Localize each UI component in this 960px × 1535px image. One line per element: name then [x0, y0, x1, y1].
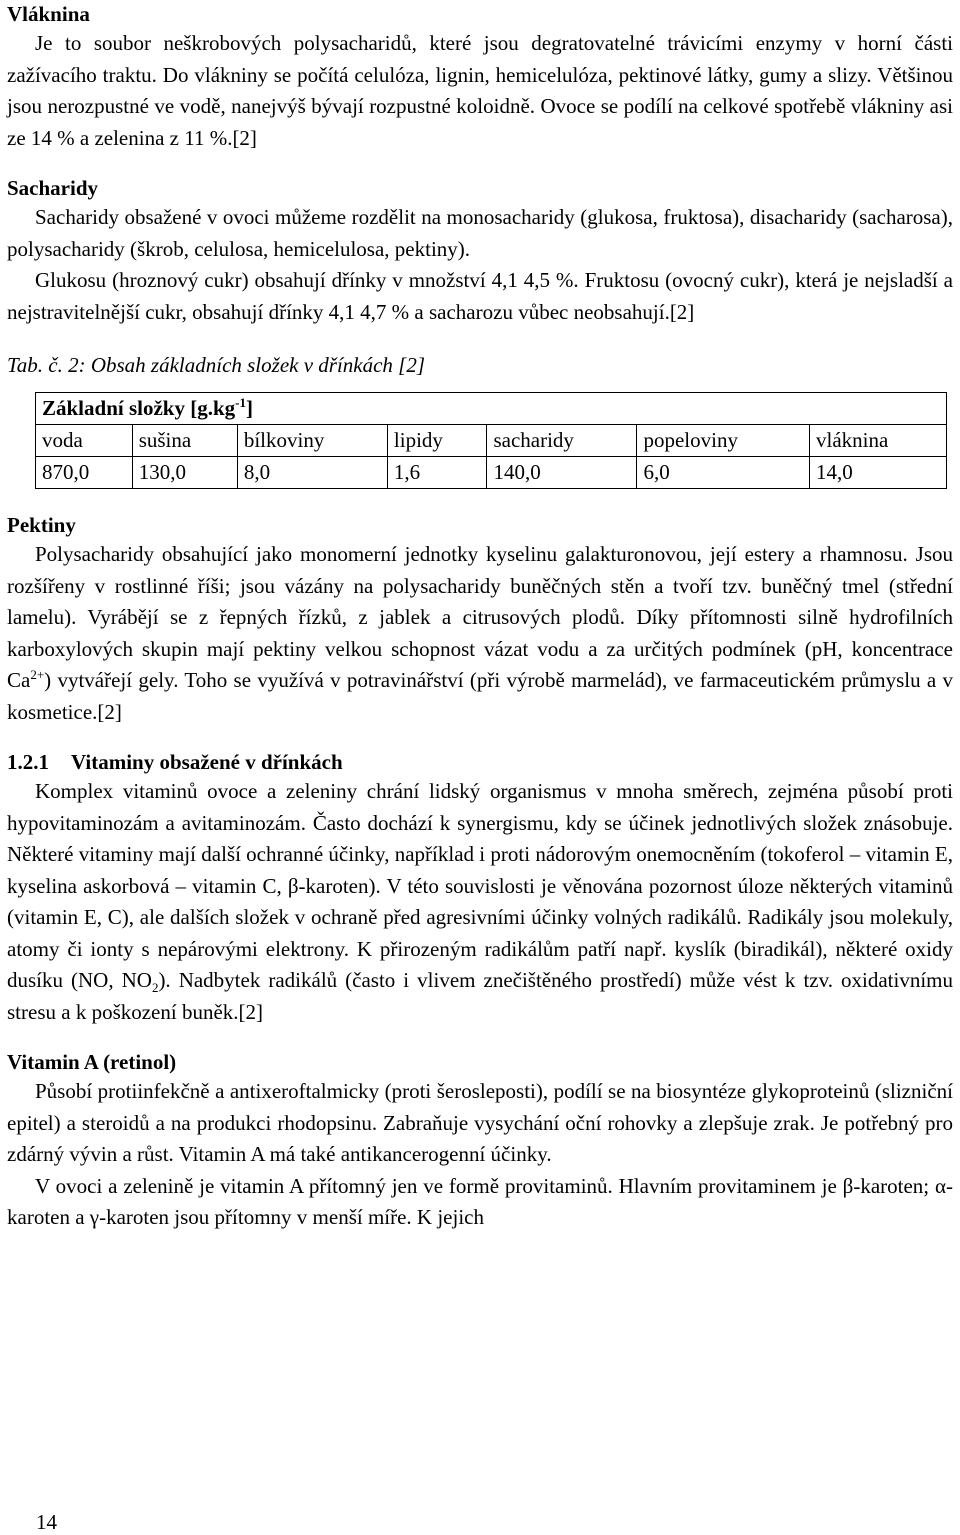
paragraph-pektiny — [7, 539, 953, 728]
table-header-close: ] — [246, 396, 253, 420]
table-column-header: sacharidy — [487, 425, 637, 457]
table-value-cell: 130,0 — [132, 457, 237, 489]
vitaminy-sub: 2 — [151, 980, 159, 996]
vitaminy-text-a: Komplex vitaminů ovoce a zeleniny chrání lidský organismus v mnoha směrech, zejména působí proti hypovitaminozám a avitaminozám. Často dochází k synergismu, kdy se účinek jednotlivých složek znásobuje. Některé vitaminy mají další ochranné účinky, například i proti nádorovým onemocněním (tokoferol – vitamin E, kyselina askorbová – vitamin C, β-karoten). V této souvislosti je věnována pozornost úloze některých vitaminů (vitamin E, C), ale dalších složek v ochraně před agresivními účinky volných radikálů. Radikály jsou molekuly, atomy či ionty s nepárovými elektrony. K přirozeným radikálům patří např. kyslík (biradikál), některé oxidy dusíku (NO, NO — [7, 779, 953, 992]
section-heading-vitamin-a: Vitamin A (retinol) — [7, 1050, 177, 1074]
paragraph-sacharidy-2: Glukosu (hroznový cukr) obsahují dřínky v množství 4,1 4,5 %. Fruktosu (ovocný cukr), která je nejsladší a nejstravitelnější cukr, obsahují dřínky 4,1 4,7 % a sacharozu vůbec neobsahují.[2] — [7, 268, 953, 324]
table-column-header: lipidy — [387, 425, 487, 457]
page-number: 14 — [36, 1510, 57, 1534]
pektiny-text-b: ) vytvářejí gely. Toho se využívá v potravinářství (při výrobě marmelád), ve farmaceutickém průmyslu a v kosmetice.[2] — [7, 668, 953, 724]
section-heading-sacharidy: Sacharidy — [7, 176, 99, 200]
table-header-cell — [36, 393, 947, 425]
table-value-row — [36, 457, 947, 489]
paragraph-vitamin-a-2: V ovoci a zelenině je vitamin A přítomný jen ve formě provitaminů. Hlavním provitaminem je β-karoten; α-karoten a γ-karoten jsou přítomny v menší míře. K jejich — [7, 1173, 953, 1229]
table-caption: Tab. č. 2: Obsah základních složek v dřínkách [2] — [7, 353, 426, 377]
table-value-cell: 1,6 — [387, 457, 487, 489]
table-column-header: popeloviny — [637, 425, 810, 457]
section-title: Vitaminy obsažené v dřínkách — [71, 750, 343, 774]
table-column-row — [36, 425, 947, 457]
pektiny-sup: 2+ — [30, 667, 45, 682]
paragraph-sacharidy-1: Sacharidy obsažené v ovoci můžeme rozdělit na monosacharidy (glukosa, fruktosa), disacharidy (sacharosa), polysacharidy (škrob, celulosa, hemicelulosa, pektiny). — [7, 205, 953, 261]
section-heading-vlaknina: Vláknina — [7, 2, 90, 26]
paragraph-vitaminy — [7, 776, 953, 1028]
table-column-header: vláknina — [810, 425, 947, 457]
table-value-cell: 140,0 — [487, 457, 637, 489]
table-header-title: Základní složky [g.kg — [42, 396, 236, 420]
paragraph-vlaknina: Je to soubor neškrobových polysacharidů, které jsou degratovatelné trávicími enzymy v horní části zažívacího traktu. Do vlákniny se počítá celulóza, lignin, hemicelulóza, pektinové látky, gumy a slizy. Většinou jsou nerozpustné ve vodě, nanejvýš bývají rozpustné koloidně. Ovoce se podílí na celkové spotřebě vlákniny asi ze 14 % a zelenina z 11 %.[2] — [7, 31, 953, 150]
table-value-cell: 870,0 — [36, 457, 133, 489]
composition-table — [35, 392, 947, 489]
table-value-cell: 14,0 — [810, 457, 947, 489]
table-value-cell: 6,0 — [637, 457, 810, 489]
section-heading-vitaminy — [7, 748, 953, 776]
table-column-header: sušina — [132, 425, 237, 457]
section-heading-pektiny: Pektiny — [7, 513, 76, 537]
section-number: 1.2.1 — [7, 750, 49, 774]
table-column-header: bílkoviny — [237, 425, 387, 457]
table-header-sup: -1 — [235, 395, 246, 410]
paragraph-vitamin-a-1: Působí protiinfekčně a antixeroftalmicky (proti šerosleposti), podílí se na biosyntéze glykoproteinů (slizniční epitel) a steroidů a na produkci rhodopsinu. Zabraňuje vysychání oční rohovky a zlepšuje zrak. Je potřebný pro zdárný vývin a růst. Vitamin A má také antikancerogenní účinky. — [7, 1079, 953, 1166]
pektiny-text-a: Polysacharidy obsahující jako monomerní jednotky kyselinu galakturonovou, její estery a rhamnosu. Jsou rozšířeny v rostlinné říši; jsou vázány na polysacharidy buněčných stěn a tvoří tzv. buněčný tmel (střední lamelu). Vyrábějí se z řepných řízků, z jablek a citrusových plodů. Díky přítomnosti silně hydrofilních karboxylových skupin mají pektiny velkou schopnost vázat vodu a za určitých podmínek (pH, koncentrace Ca — [7, 542, 953, 692]
document-page — [7, 0, 953, 1234]
table-value-cell: 8,0 — [237, 457, 387, 489]
table-column-header: voda — [36, 425, 133, 457]
vitaminy-text-b: ). Nadbytek radikálů (často i vlivem znečištěného prostředí) může vést k tzv. oxidativnímu stresu a k poškození buněk.[2] — [7, 968, 953, 1024]
